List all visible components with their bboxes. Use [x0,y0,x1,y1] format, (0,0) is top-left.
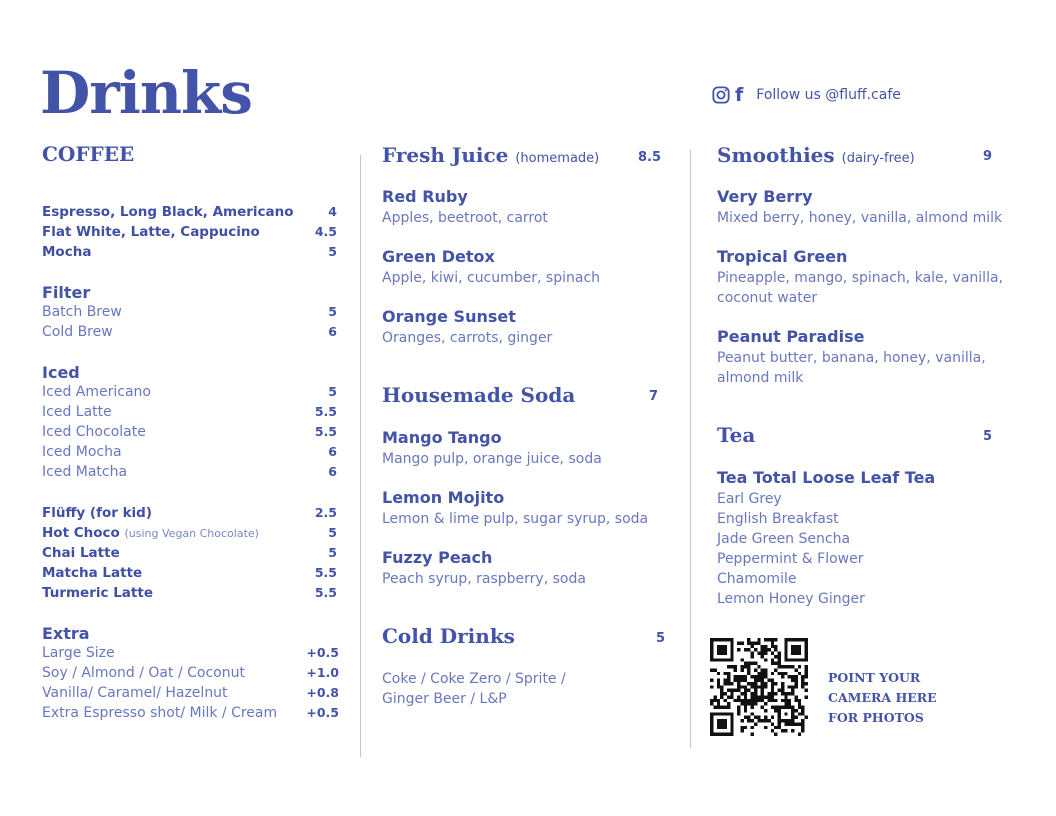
iced-heading: Iced [42,363,80,382]
item-price: +1.0 [306,665,339,680]
item-name: Extra Espresso shot/ Milk / Cream [42,705,278,721]
list-item [42,464,337,484]
list-item [717,246,1017,326]
list-item [382,306,682,366]
item-price: +0.5 [306,705,339,720]
fresh-juice-heading: Fresh Juice (homemade) [382,143,600,167]
item-name: Cold Brew [42,324,113,340]
tea-price: 5 [983,429,993,444]
coffee-heading: COFFEE [42,142,135,166]
fresh-juice-subtitle: (homemade) [515,151,600,166]
tea-list [717,489,865,609]
item-name: Large Size [42,645,115,661]
fresh-juice-list [382,186,682,366]
item-name: Matcha Latte [42,565,143,581]
item-price: +0.5 [306,645,339,660]
cold-drinks-line: Coke / Coke Zero / Sprite / [382,671,566,687]
item-desc: Apple, kiwi, cucumber, spinach [382,270,601,286]
item-desc: Mango pulp, orange juice, soda [382,451,602,467]
smoothies-price: 9 [983,149,993,164]
list-item [717,186,1017,246]
iced-list [42,384,337,484]
item-desc: Mixed berry, honey, vanilla, almond milk [717,210,1003,226]
item-desc: Peach syrup, raspberry, soda [382,571,586,587]
item-name: Espresso, Long Black, Americano [42,204,294,220]
item-name: Fuzzy Peach [382,548,493,567]
item-desc: Lemon & lime pulp, sugar syrup, soda [382,511,649,527]
item-name: Iced Matcha [42,464,128,480]
list-item [382,427,682,487]
list-item [42,665,339,685]
item-price: 4 [328,204,337,219]
soda-price: 7 [649,389,659,404]
qr-code-icon[interactable] [710,638,808,736]
item-price: 5 [328,244,337,259]
item-desc: Oranges, carrots, ginger [382,330,553,346]
smoothies-subtitle: (dairy-free) [841,151,915,166]
item-desc: Apples, beetroot, carrot [382,210,548,226]
filter-list [42,304,337,344]
facebook-icon[interactable]: f [735,84,744,106]
filter-heading: Filter [42,283,91,302]
list-item [382,547,682,607]
item-name: Red Ruby [382,187,468,206]
item-name: Very Berry [717,187,813,206]
item-name: Vanilla/ Caramel/ Hazelnut [42,685,228,701]
cold-drinks-price: 5 [656,631,666,646]
item-price: 2.5 [314,505,337,520]
item-price: 4.5 [314,224,337,239]
list-item [382,487,682,547]
item-price: 6 [328,324,337,339]
item-desc: Peanut butter, banana, honey, vanilla, almond milk [717,350,986,386]
item-price: 5.5 [314,424,337,439]
item-price: 5.5 [314,585,337,600]
list-item [42,384,337,404]
item-name: Iced Mocha [42,444,122,460]
column-divider-right [690,150,691,748]
instagram-icon[interactable] [712,86,730,104]
item-price: 5 [328,304,337,319]
list-item [42,244,337,264]
item-name: Peanut Paradise [717,327,865,346]
list-item [42,304,337,324]
item-desc: Pineapple, mango, spinach, kale, vanilla, coconut water [717,270,1003,306]
item-name: Orange Sunset [382,307,516,326]
item-price: 5 [328,545,337,560]
list-item [42,404,337,424]
item-name: Flat White, Latte, Cappucino [42,224,260,240]
list-item [42,705,339,725]
list-item [42,424,337,444]
item-name: Turmeric Latte [42,585,153,601]
page-title: Drinks [40,59,252,127]
list-item: English Breakfast [717,511,839,527]
follow-text: Follow us @fluff.cafe [756,87,901,103]
smoothies-heading: Smoothies (dairy-free) [717,143,915,167]
cold-drinks-list [382,669,566,709]
list-item: Jade Green Sencha [717,531,851,547]
fresh-juice-price: 8.5 [638,150,662,165]
list-item [42,444,337,464]
column-divider-left [360,155,361,757]
list-item: Earl Grey [717,491,782,507]
item-name: Green Detox [382,247,495,266]
list-item [42,685,339,705]
item-note: (using Vegan Chocolate) [124,527,259,540]
item-name: Hot Choco (using Vegan Chocolate) [42,525,259,541]
list-item [42,565,337,585]
list-item: Peppermint & Flower [717,551,864,567]
item-price: 5.5 [314,565,337,580]
cold-drinks-line: Ginger Beer / L&P [382,691,507,707]
item-name: Soy / Almond / Oat / Coconut [42,665,245,681]
list-item: Lemon Honey Ginger [717,591,865,607]
smoothies-list [717,186,1017,406]
list-item [42,525,337,545]
item-price: 5 [328,525,337,540]
list-item [717,326,1017,406]
item-name: Iced Chocolate [42,424,146,440]
item-name: Flüffy (for kid) [42,505,153,521]
coffee-main-list [42,204,337,264]
item-name: Tropical Green [717,247,848,266]
list-item [42,545,337,565]
list-item: Chamomile [717,571,797,587]
extra-heading: Extra [42,624,90,643]
tea-subheading: Tea Total Loose Leaf Tea [717,468,936,487]
item-name: Mocha [42,244,92,260]
item-name: Mango Tango [382,428,502,447]
item-name: Batch Brew [42,304,122,320]
item-price: 5.5 [314,404,337,419]
list-item [42,585,337,605]
item-price: 6 [328,444,337,459]
list-item [42,324,337,344]
list-item [42,204,337,224]
other-coffee-list [42,505,337,605]
social-follow[interactable] [712,85,901,105]
list-item [42,224,337,244]
item-price: 6 [328,464,337,479]
soda-list [382,427,682,607]
item-name: Lemon Mojito [382,488,505,507]
extra-list [42,645,339,725]
qr-caption: POINT YOUR CAMERA HERE FOR PHOTOS [828,670,937,725]
soda-heading: Housemade Soda [382,383,576,407]
item-price: 5 [328,384,337,399]
cold-drinks-heading: Cold Drinks [382,624,515,648]
list-item [42,505,337,525]
tea-heading: Tea [717,423,756,447]
item-name: Iced Latte [42,404,112,420]
item-price: +0.8 [306,685,339,700]
item-name: Chai Latte [42,545,120,561]
list-item [42,645,339,665]
item-name: Iced Americano [42,384,151,400]
list-item [382,186,682,246]
list-item [382,246,682,306]
